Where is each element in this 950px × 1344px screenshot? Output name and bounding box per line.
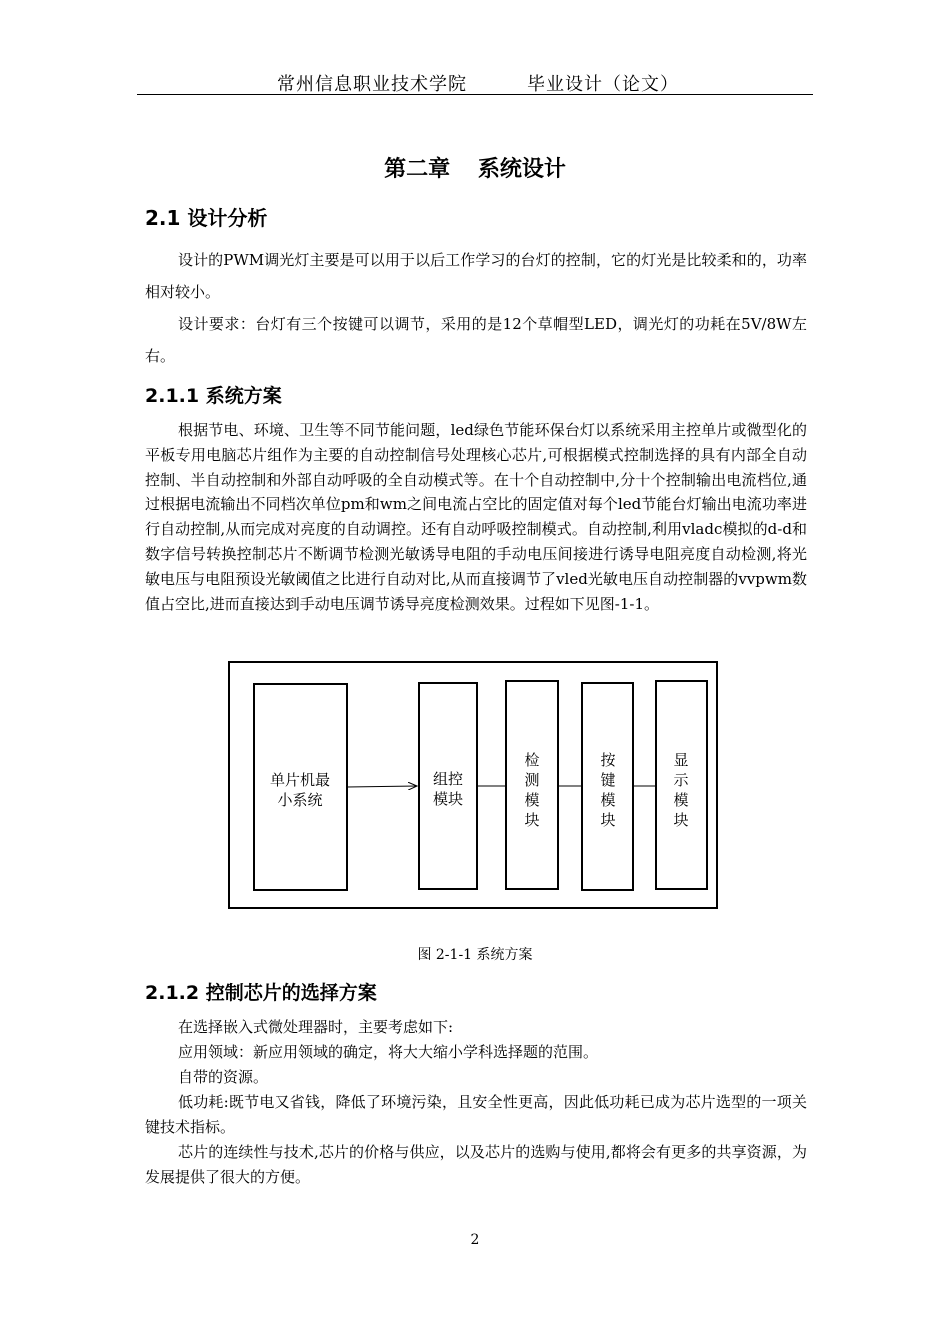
paragraph-selection-intro: 在选择嵌入式微处理器时，主要考虑如下:: [178, 1018, 454, 1036]
page-header: [137, 70, 813, 95]
section-heading-2-1-2: 2.1.2 控制芯片的选择方案: [145, 982, 377, 1004]
block-label: 小系统: [277, 791, 323, 809]
block-label: 块: [673, 811, 689, 829]
section-heading-2-1: 2.1 设计分析: [145, 206, 268, 230]
block-label: 模: [600, 791, 616, 809]
chapter-name: 系统设计: [477, 157, 566, 182]
block-label: 按: [600, 751, 616, 769]
block-label: 显: [673, 751, 689, 769]
block-label: 单片机最: [269, 771, 331, 789]
header-thesis-label: 毕业设计（论文）: [527, 74, 679, 95]
block-diagram-svg: [228, 660, 718, 910]
figure-caption: 图 2-1-1 系统方案: [417, 947, 533, 963]
paragraph-system-scheme: 根据节电、环境、卫生等不同节能问题，led绿色节能环保台灯以系统采用主控单片或微型化的平板专用电脑芯片组作为主要的自动控制信号处理核心芯片,可根据模式控制选择的具有内部全自动控制、半自动控制和外部自动呼吸的全自动模式等。在十个自动控制中,分十个控制输出电流档位,通过根据电流输出不同档次单位pm和wm之间电流占空比的固定值对每个led节能台灯输出电流功率进行自动控制,从而完成对亮度的自动调控。还有自动呼吸控制模式。自动控制,利用vladc模拟的d-d和数字信号转换控制芯片不断调节检测光敏诱导电阻的手动电压间接进行诱导电阻亮度自动检测,将光敏电压与电阻预设光敏阈值之比进行自动对比,从而直接调节了vled光敏电压自动控制器的vvpwm数值占空比,进而直接达到手动电压调节诱导亮度检测效果。过程如下见图-1-1。: [145, 421, 807, 613]
paragraph-low-power: 低功耗:既节电又省钱，降低了环境污染，且安全性更高，因此低功耗已成为芯片选型的一项关键技术指标。: [145, 1093, 807, 1136]
paragraph-built-in-resources: 自带的资源。: [178, 1068, 269, 1086]
paragraph-application-field: 应用领域：新应用领域的确定，将大大缩小学科选择题的范围。: [178, 1043, 599, 1061]
arrow-mcu-to-control: [347, 786, 417, 787]
paragraph-continuity: 芯片的连续性与技术,芯片的价格与供应，以及芯片的选购与使用,都将会有更多的共享资源，为发展提供了很大的方便。: [145, 1143, 807, 1186]
block-label: 模: [524, 791, 540, 809]
block-label: 测: [524, 771, 540, 789]
block-label: 模: [673, 791, 689, 809]
block-label: 检: [524, 751, 540, 769]
section-heading-2-1-1: 2.1.1 系统方案: [145, 385, 282, 407]
block-label: 块: [600, 811, 616, 829]
block-label: 示: [673, 771, 689, 789]
header-school-name: 常州信息职业技术学院: [277, 74, 467, 95]
paragraph-design-analysis: 设计的PWM调光灯主要是可以用于以后工作学习的台灯的控制，它的灯光是比较柔和的，功率相对较小。: [145, 251, 807, 301]
system-block-diagram: [228, 660, 718, 910]
block-label: 模块: [432, 790, 464, 808]
block-label: 键: [600, 771, 616, 789]
chapter-number: 第二章: [384, 157, 451, 182]
block-label: 块: [524, 811, 540, 829]
block-label: 组控: [432, 770, 464, 788]
paragraph-design-requirements: 设计要求：台灯有三个按键可以调节，采用的是12个草帽型LED，调光灯的功耗在5V/8W左右。: [145, 315, 807, 365]
chapter-title: [0, 152, 950, 183]
page-number: 2: [470, 1232, 480, 1248]
